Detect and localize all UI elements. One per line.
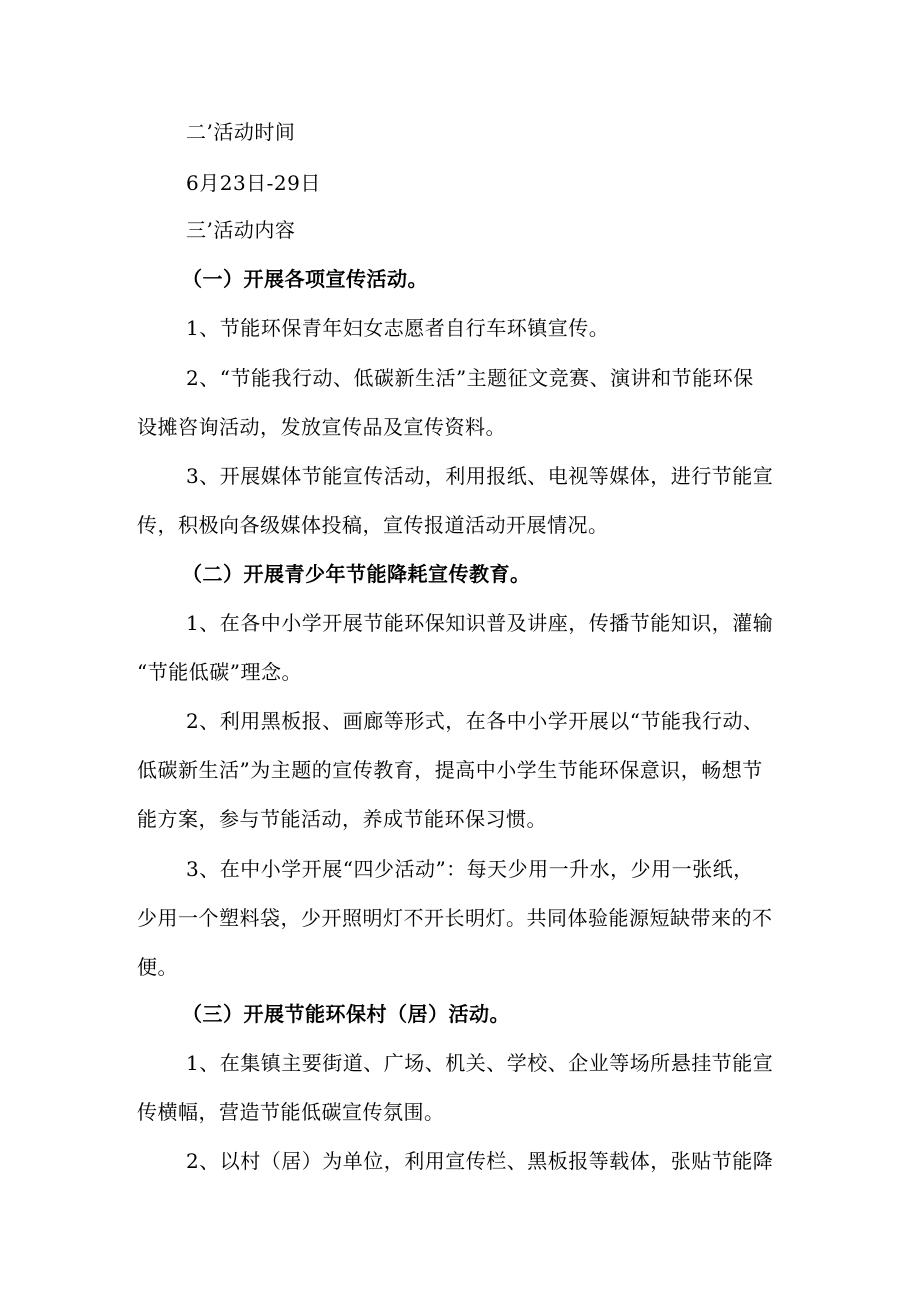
- paragraph-line: 传横幅，营造节能低碳宣传氛围。: [137, 1100, 445, 1124]
- section-heading-content: 三’活动内容: [186, 218, 296, 242]
- paragraph-line: 2、“节能我行动、低碳新生活”主题征文竞赛、演讲和节能环保: [186, 366, 754, 390]
- paragraph-line: 少用一个塑料袋，少开照明灯不开长明灯。共同体验能源短缺带来的不: [137, 906, 773, 930]
- paragraph-line: 2、以村（居）为单位，利用宣传栏、黑板报等载体，张贴节能降: [186, 1149, 774, 1173]
- paragraph-line: 2、利用黑板报、画廊等形式，在各中小学开展以“节能我行动、: [186, 709, 764, 733]
- section-heading-time: 二’活动时间: [186, 120, 296, 144]
- paragraph-line: 3、在中小学开展“四少活动”：每天少用一升水，少用一张纸，: [186, 857, 754, 881]
- paragraph-line: 低碳新生活”为主题的宣传教育，提高中小学生节能环保意识，畅想节: [137, 758, 763, 782]
- paragraph-line: 能方案，参与节能活动，养成节能环保习惯。: [137, 807, 547, 831]
- subsection-heading-1: （一）开展各项宣传活动。: [182, 267, 428, 291]
- paragraph-line: 1、节能环保青年妇女志愿者自行车环镇宣传。: [186, 316, 610, 340]
- paragraph-line: 1、在集镇主要街道、广场、机关、学校、企业等场所悬挂节能宣: [186, 1051, 774, 1075]
- paragraph-line: “节能低碳”理念。: [137, 660, 302, 684]
- paragraph-line: 设摊咨询活动，发放宣传品及宣传资料。: [137, 415, 506, 439]
- paragraph-line: 传，积极向各级媒体投稿，宣传报道活动开展情况。: [137, 513, 609, 537]
- paragraph-line: 3、开展媒体节能宣传活动，利用报纸、电视等媒体，进行节能宣: [186, 464, 774, 488]
- paragraph-line: 便。: [137, 955, 178, 979]
- activity-date: 6月23日-29日: [186, 171, 321, 195]
- paragraph-line: 1、在各中小学开展节能环保知识普及讲座，传播节能知识，灌输: [186, 611, 774, 635]
- subsection-heading-2: （二）开展青少年节能降耗宣传教育。: [182, 562, 531, 586]
- subsection-heading-3: （三）开展节能环保村（居）活动。: [182, 1002, 510, 1026]
